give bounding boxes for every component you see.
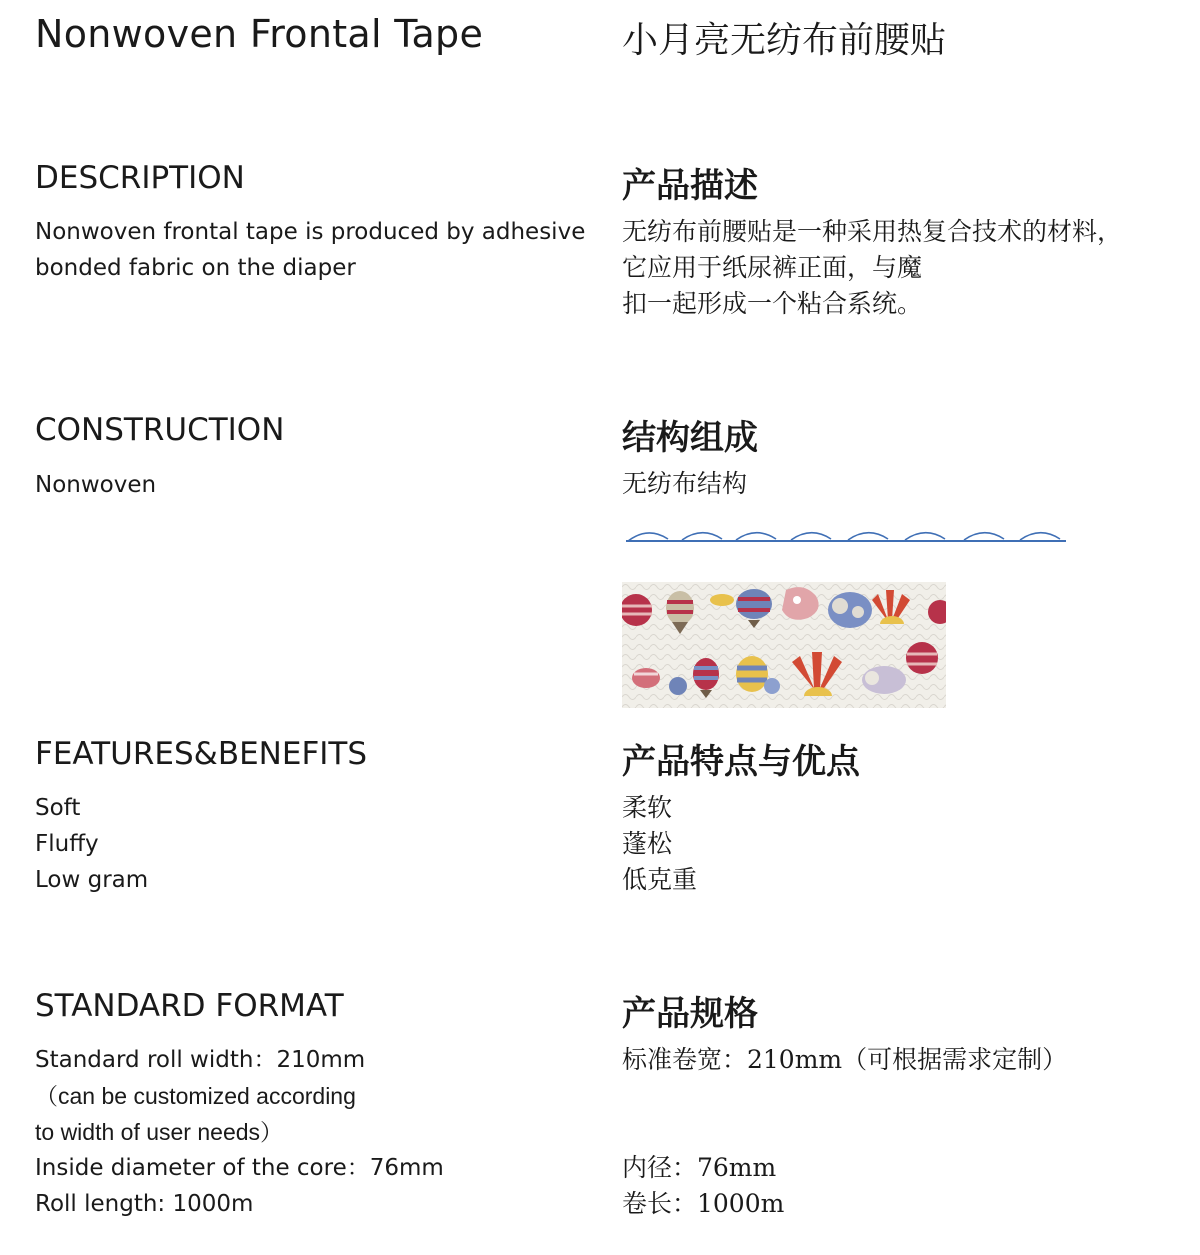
description-line-zh: 无纺布前腰贴是一种采用热复合技术的材料，: [622, 217, 1123, 246]
description-text-en: [35, 214, 585, 286]
features-list-zh: [622, 790, 697, 898]
format-heading-zh: 产品规格: [622, 994, 758, 1034]
format-line-customize-en: （can be customized according: [35, 1083, 356, 1109]
format-roll-length-zh: 卷长：1000m: [622, 1189, 785, 1218]
nonwoven-structure-diagram: [622, 522, 1068, 548]
format-heading-en: STANDARD FORMAT: [35, 988, 344, 1024]
construction-heading-zh: 结构组成: [622, 418, 758, 458]
description-heading-zh: 产品描述: [622, 166, 758, 206]
format-roll-width-zh: 标准卷宽：210mm（可根据需求定制）: [622, 1045, 1068, 1074]
construction-text-en: Nonwoven: [35, 472, 157, 498]
features-list-en: [35, 790, 148, 898]
feature-item-en: Low gram: [35, 867, 149, 893]
page-title-en: Nonwoven Frontal Tape: [35, 12, 484, 56]
feature-item-en: Fluffy: [35, 831, 99, 857]
feature-item-zh: 蓬松: [622, 829, 673, 858]
format-line-customize-en: to width of user needs）: [35, 1119, 284, 1145]
format-core-diameter-zh: 内径：76mm: [622, 1153, 777, 1182]
feature-item-en: Soft: [35, 795, 81, 821]
features-heading-en: FEATURES&BENEFITS: [35, 736, 368, 772]
description-line-en: bonded fabric on the diaper: [35, 255, 356, 281]
format-line-roll-width-en: Standard roll width：210mm: [35, 1047, 366, 1073]
printed-nonwoven-sample-image: [622, 582, 946, 708]
description-line-zh: 它应用于纸尿裤正面，与魔: [622, 253, 923, 282]
format-line-core-diameter-en: Inside diameter of the core：76mm: [35, 1155, 444, 1181]
construction-heading-en: CONSTRUCTION: [35, 412, 285, 448]
features-heading-zh: 产品特点与优点: [622, 742, 860, 782]
description-line-en: Nonwoven frontal tape is produced by adhesive: [35, 219, 586, 245]
description-line-zh: 扣一起形成一个粘合系统。: [622, 289, 923, 318]
construction-text-zh: 无纺布结构: [622, 469, 748, 498]
page-title-zh: 小月亮无纺布前腰贴: [622, 20, 947, 61]
format-specs-en: [35, 1042, 444, 1222]
feature-item-zh: 柔软: [622, 793, 673, 822]
description-heading-en: DESCRIPTION: [35, 160, 245, 196]
description-text-zh: [622, 214, 1122, 322]
feature-item-zh: 低克重: [622, 865, 698, 894]
format-line-roll-length-en: Roll length: 1000m: [35, 1191, 254, 1217]
